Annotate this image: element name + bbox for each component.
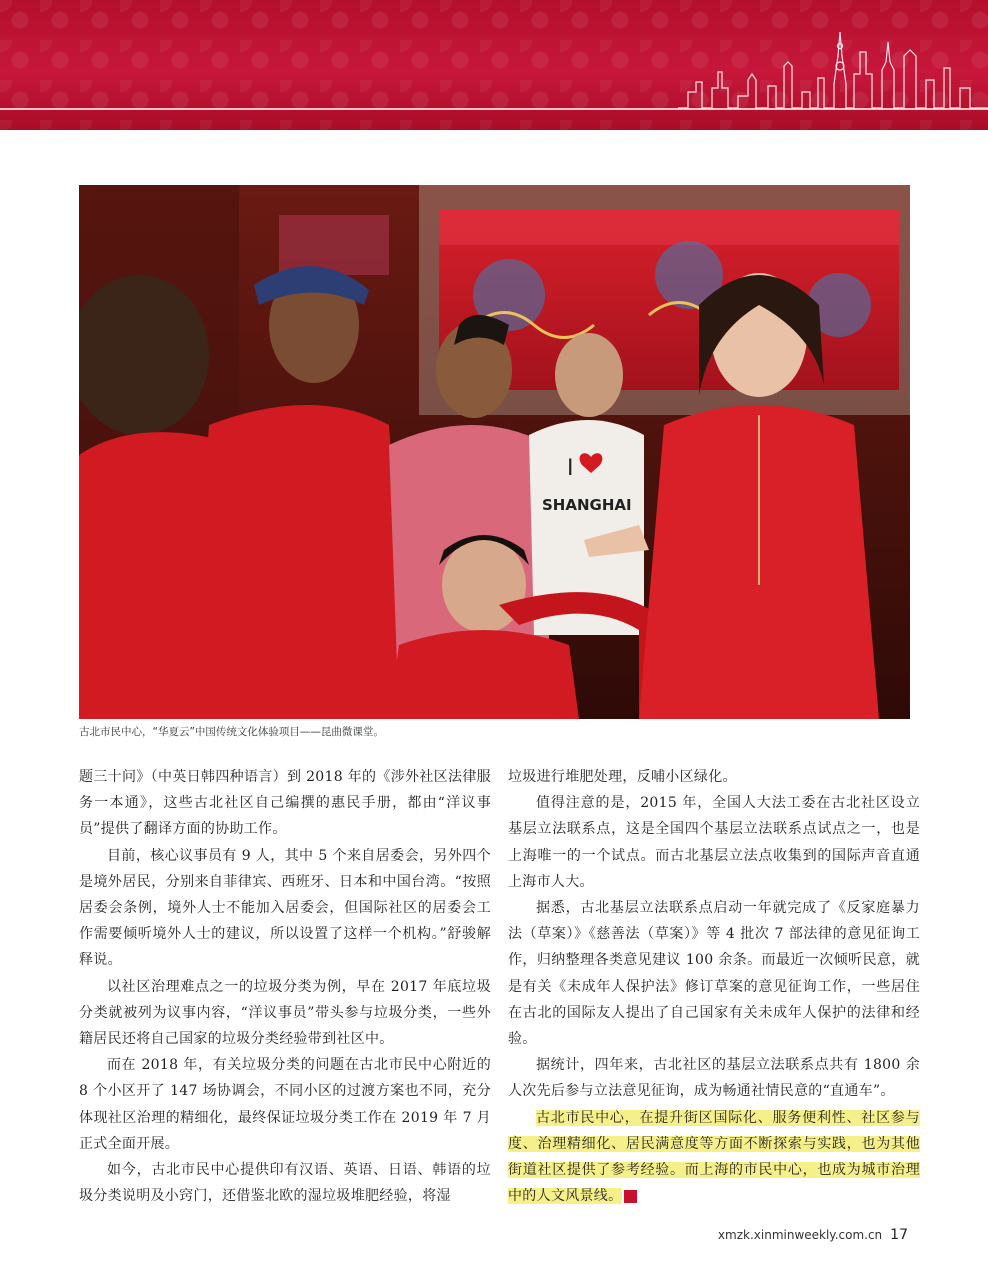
left-paragraph-3: 以社区治理难点之一的垃圾分类为例，早在 2017 年底垃圾分类就被列为议事内容，“洋议事员”带头参与垃圾分类，一些外籍居民还将自己国家的垃圾分类经验带到社区中。: [79, 978, 491, 1048]
end-mark-icon: 民: [624, 1190, 637, 1203]
header-banner: [0, 0, 988, 130]
skyline-decoration: [678, 22, 988, 114]
footer-url: xmzk.xinminweekly.com.cn: [717, 1228, 883, 1242]
shirt-text-shanghai: SHANGHAI: [542, 496, 632, 514]
left-paragraph-5: 如今，古北市民中心提供印有汉语、英语、日语、韩语的垃圾分类说明及小窍门，还借鉴北欧的湿垃圾堆肥经验，将湿: [79, 1162, 491, 1205]
right-paragraph-5: [508, 1105, 920, 1210]
shirt-text-i: I: [567, 456, 574, 481]
left-paragraph-2: 目前，核心议事员有 9 人，其中 5 个来自居委会，另外四个是境外居民，分别来自菲律宾、西班牙、日本和中国台湾。“按照居委会条例，境外人士不能加入居委会，但国际社区的居委会工作需要倾听境外人士的建议，所以设置了这样一个机构。”舒骏解释说。: [79, 847, 491, 969]
left-column: [79, 764, 491, 1209]
highlighted-conclusion: 古北市民中心，在提升街区国际化、服务便利性、社区参与度、治理精细化、居民满意度等方面不断探索与实践，也为其他街道社区提供了参考经验。而上海的市民中心，也成为城市治理中的人文风景线。: [508, 1109, 920, 1205]
right-paragraph-1: 垃圾进行堆肥处理，反哺小区绿化。: [508, 769, 737, 785]
photo-illustration: [79, 185, 910, 719]
photo-caption: 古北市民中心，“华夏云”中国传统文化体验项目——昆曲微课堂。: [79, 726, 384, 738]
page-footer: [718, 1227, 908, 1243]
right-paragraph-2: 值得注意的是，2015 年，全国人大法工委在古北社区设立基层立法联系点，这是全国四个基层立法联系点试点之一，也是上海唯一的一个试点。而古北基层立法点收集到的国际声音直通上海市人大。: [508, 795, 920, 890]
page-number: 17: [890, 1227, 908, 1243]
right-paragraph-3: 据悉，古北基层立法联系点启动一年就完成了《反家庭暴力法（草案）》《慈善法（草案）》等 4 批次 7 部法律的意见征询工作，归纳整理各类意见建议 100 余条。而最近一次倾听民意，就是有关《未成年人保护法》修订草案的意见征询工作，一些居住在古北的国际友人提出了自己国家有关未成年人保护的法律和经验。: [508, 900, 920, 1048]
right-paragraph-4: 据统计，四年来，古北社区的基层立法联系点共有 1800 余人次先后参与立法意见征询，成为畅通社情民意的“直通车”。: [508, 1057, 920, 1100]
article-photo: [79, 185, 910, 719]
right-column: [508, 764, 920, 1209]
left-paragraph-1: 题三十问》（中英日韩四种语言）到 2018 年的《涉外社区法律服务一本通》，这些古北社区自己编撰的惠民手册，都由“洋议事员”提供了翻译方面的协助工作。: [79, 769, 491, 838]
left-paragraph-4: 而在 2018 年，有关垃圾分类的问题在古北市民中心附近的 8 个小区开了 147 场协调会，不同小区的过渡方案也不同，充分体现社区治理的精细化，最终保证垃圾分类工作在 2019 年 7 月正式全面开展。: [79, 1057, 491, 1152]
